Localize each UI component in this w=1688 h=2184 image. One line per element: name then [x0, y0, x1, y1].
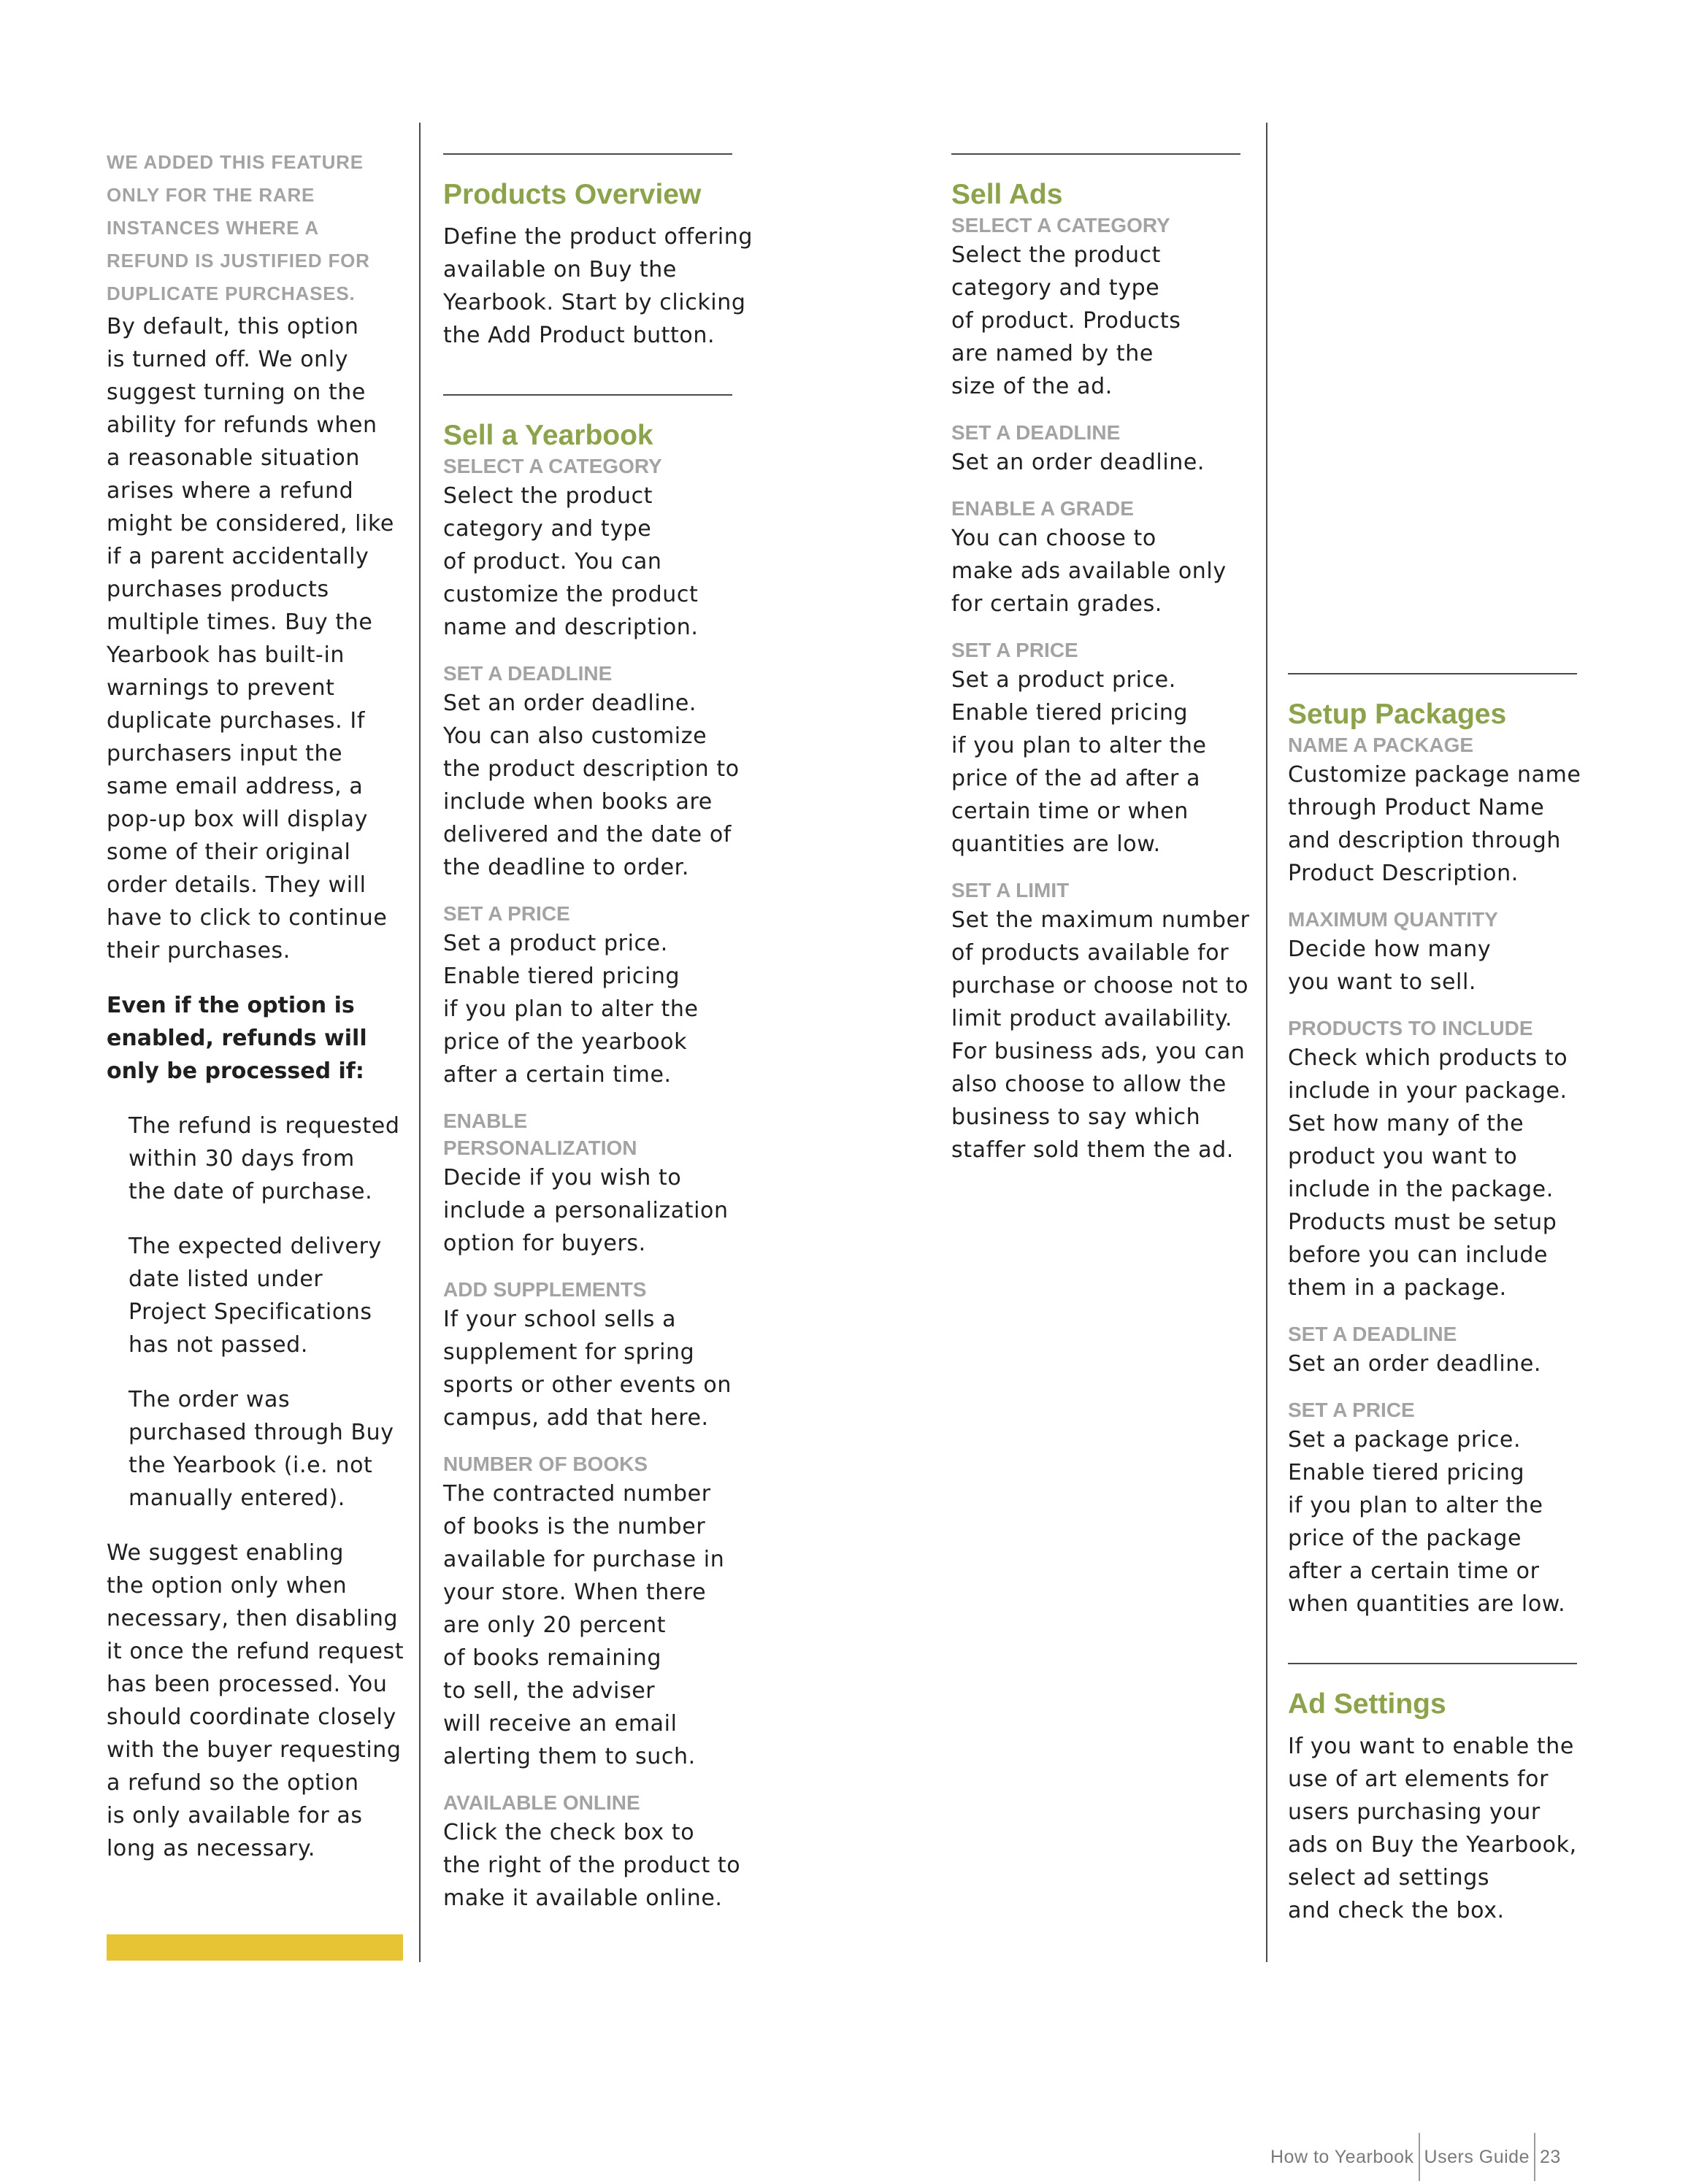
field-description: Click the check box to the right of the product to make it available online.	[443, 1820, 741, 1911]
field-label: AVAILABLE ONLINE	[443, 1791, 640, 1814]
field-label: SET A DEADLINE	[443, 662, 613, 685]
field-description: Decide if you wish to include a personalization option for buyers.	[443, 1165, 729, 1256]
field-label: NAME A PACKAGE	[1288, 734, 1474, 756]
column-divider-3	[1266, 123, 1267, 1962]
field-label: SET A DEADLINE	[951, 421, 1121, 444]
sell-yearbook-title: Sell a Yearbook	[443, 420, 653, 451]
refund-condition-1: The refund is requested within 30 days from the date of purchase.	[128, 1113, 400, 1204]
field-description: Customize package name through Product Name and description through Product Description.	[1288, 762, 1581, 886]
field-label: SET A PRICE	[443, 902, 570, 925]
setup-packages-title: Setup Packages	[1288, 699, 1507, 730]
footer-separator	[1419, 2133, 1420, 2181]
field-label: SELECT A CATEGORY	[443, 455, 662, 477]
field-label: ENABLE PERSONALIZATION	[443, 1110, 637, 1159]
field-label: MAXIMUM QUANTITY	[1288, 908, 1498, 931]
footer-book-title: How to Yearbook	[1270, 2146, 1414, 2167]
field-description: Set a product price. Enable tiered pricing if you plan to alter the price of the ad after a certain time or when quantities are low.	[951, 667, 1207, 857]
column-packages	[1288, 673, 1595, 1927]
field-description: Check which products to include in your package. Set how many of the product you want to include in the package. Products must be setup before you can include them in a package.	[1288, 1045, 1568, 1301]
field-label: SET A DEADLINE	[1288, 1323, 1457, 1345]
field-description: Set an order deadline.	[1288, 1351, 1542, 1377]
field-description: You can choose to make ads available only for certain grades.	[951, 526, 1227, 617]
field-label: ADD SUPPLEMENTS	[443, 1278, 647, 1301]
refund-condition-2: The expected delivery date listed under Project Specifications has not passed.	[128, 1234, 382, 1358]
column-ads	[951, 153, 1258, 1166]
field-description: If your school sells a supplement for spring sports or other events on campus, add that here.	[443, 1307, 732, 1431]
footer-separator	[1534, 2133, 1535, 2181]
refund-suggestion-paragraph: We suggest enabling the option only when necessary, then disabling it once the refund request has been processed. You should coordinate closely with the buyer requesting a refund so the option is only available for as long as necessary.	[107, 1540, 404, 1861]
column-yearbook	[443, 153, 764, 1915]
field-description: Set an order deadline.	[951, 450, 1205, 475]
field-description: Select the product category and type of product. Products are named by the size of the ad.	[951, 242, 1181, 399]
accent-bar	[107, 1934, 403, 1961]
column-divider-1	[419, 123, 421, 1962]
column-refunds	[107, 146, 413, 1865]
field-label: SELECT A CATEGORY	[951, 214, 1170, 237]
field-description: Set a product price. Enable tiered pricing if you plan to alter the price of the yearbook after a certain time.	[443, 931, 699, 1088]
field-label: NUMBER OF BOOKS	[443, 1453, 648, 1475]
field-description: Set an order deadline. You can also customize the product description to include when books are delivered and the date of the deadline to order.	[443, 691, 740, 880]
page-number: 23	[1539, 2146, 1561, 2167]
field-description: Decide how many you want to sell.	[1288, 937, 1492, 995]
ad-settings-text: If you want to enable the use of art elements for users purchasing your ads on Buy the Yearbook, select ad settings and check the box.	[1288, 1734, 1577, 1923]
field-label: ENABLE A GRADE	[951, 497, 1134, 520]
refund-intro-caps: WE ADDED THIS FEATURE ONLY FOR THE RARE INSTANCES WHERE A REFUND IS JUSTIFIED FOR DUPLICATE PURCHASES.	[107, 151, 370, 304]
refund-default-paragraph: By default, this option is turned off. We only suggest turning on the ability for refunds when a reasonable situation arises where a refund might be considered, like if a parent accidentally purchases products multiple times. Buy the Yearbook has built-in warnings to prevent duplicate purchases. If purchasers input the same email address, a pop-up box will display some of their original order details. They will have to click to continue their purchases.	[107, 314, 394, 964]
field-description: The contracted number of books is the number available for purchase in your store. When there are only 20 percent of books remaining to sell, the adviser will receive an email alerting them to such.	[443, 1481, 725, 1769]
ad-settings-title: Ad Settings	[1288, 1688, 1446, 1720]
refund-conditions-note: Even if the option is enabled, refunds will only be processed if:	[107, 993, 367, 1084]
footer-guide-title: Users Guide	[1424, 2146, 1530, 2167]
field-label: PRODUCTS TO INCLUDE	[1288, 1017, 1533, 1039]
field-description: Set the maximum number of products available for purchase or choose not to limit product availability. For business ads, you can also choose to allow the business to say which staffer sold them the ad.	[951, 907, 1250, 1163]
field-label: SET A LIMIT	[951, 879, 1070, 901]
field-description: Set a package price. Enable tiered pricing if you plan to alter the price of the package after a certain time or when quantities are low.	[1288, 1427, 1566, 1617]
page-footer	[1270, 2131, 1561, 2183]
products-overview-text: Define the product offering available on Buy the Yearbook. Start by clicking the Add Product button.	[443, 224, 753, 348]
products-overview-title: Products Overview	[443, 179, 702, 210]
field-description: Select the product category and type of product. You can customize the product name and description.	[443, 483, 699, 640]
field-label: SET A PRICE	[1288, 1399, 1415, 1421]
field-label: SET A PRICE	[951, 639, 1078, 661]
sell-ads-title: Sell Ads	[951, 179, 1063, 210]
refund-condition-3: The order was purchased through Buy the Yearbook (i.e. not manually entered).	[128, 1387, 394, 1511]
